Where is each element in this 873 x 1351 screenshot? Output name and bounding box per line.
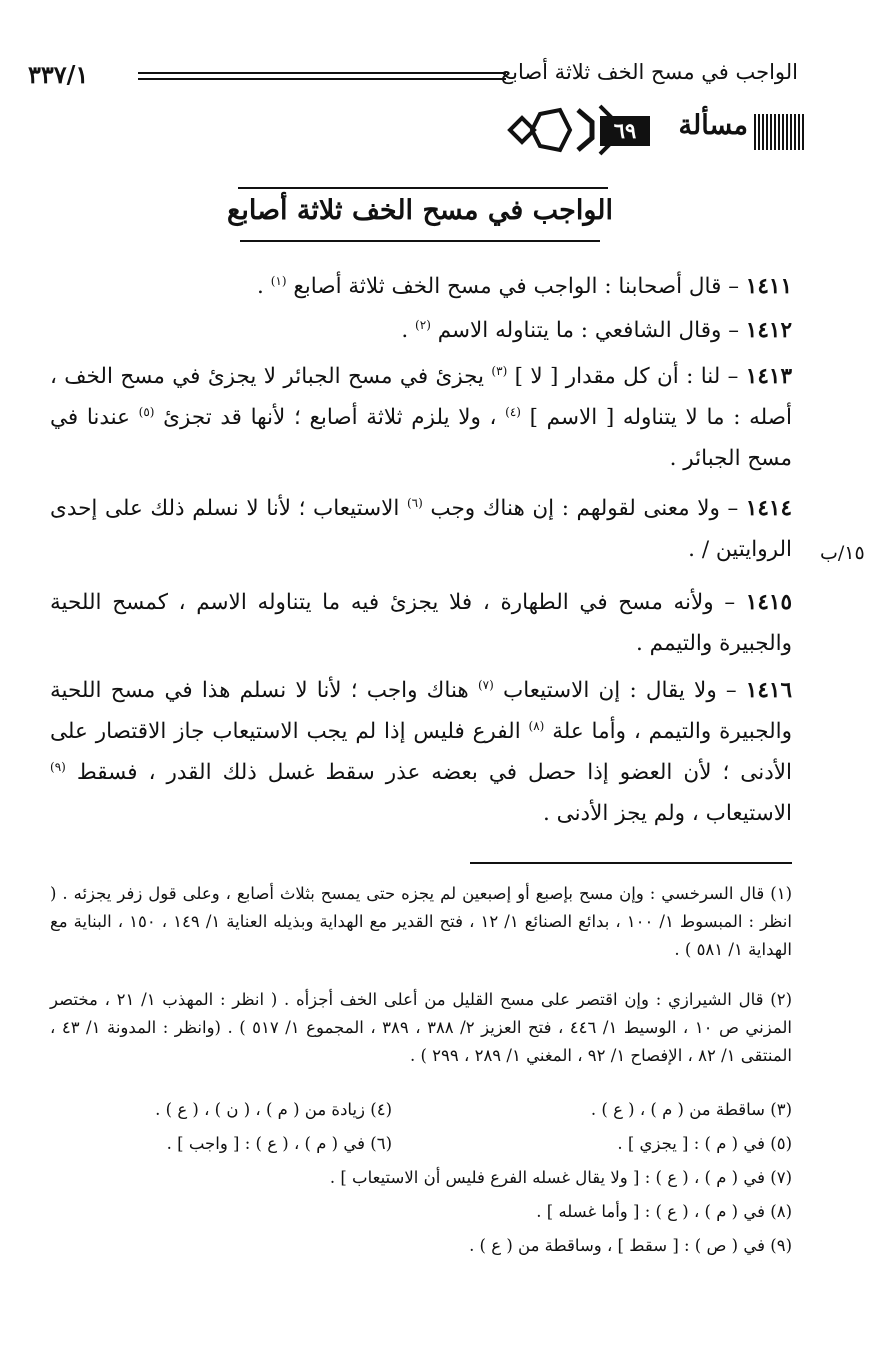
footnote-ref: (٤) [505, 404, 521, 419]
footnote-ref: (٨) [528, 718, 545, 733]
footnote-2: (٢) قال الشيرازي : وإن اقتصر على مسح القليل من أعلى الخف أجزأه . ( انظر : المهذب ١/ ٢١ ، مختصر المزني ص ١٠ ، الوسيط ١/ ٤٤٦ ، فتح العزيز ٢/ ٣٨٨ ، ٣٨٩ ، المجموع ١/ ٥١٧ ) . (وانظر : المدونة ١/ ٤٣ ، المنتقى ١/ ٨٢ ، الإفصاح ١/ ٩٢ ، المغني ١/ ٢٨٩ ، ٢٩٩ ) . [50, 990, 792, 1065]
paragraph-number: ١٤١٥ [745, 590, 792, 615]
footnote-4: (٤) زيادة من ( م ) ، ( ن ) ، ( ع ) . [155, 1100, 392, 1119]
masala-banner [500, 100, 810, 160]
page-number: ٣٣٧/١ [28, 60, 89, 89]
footnote-ref: (٩) [50, 759, 66, 774]
paragraph-1414 [50, 488, 792, 570]
paragraph-number: ١٤١١ [745, 274, 792, 299]
paragraph-text: الاستيعاب ، ولم يجز الأدنى . [542, 801, 792, 826]
paragraph-text: – لنا : أن كل مقدار [ لا ] [507, 364, 746, 389]
running-header [28, 58, 798, 98]
paragraph-text: – قال أصحابنا : الواجب في مسح الخف ثلاثة أصابع [286, 274, 746, 299]
paragraph-1413 [50, 356, 792, 479]
section-title: الواجب في مسح الخف ثلاثة أصابع [226, 195, 614, 226]
paragraph-number: ١٤١٢ [745, 318, 792, 343]
paragraph-1415 [50, 582, 792, 664]
footnote-ref: (٥) [138, 404, 155, 419]
paragraph-1412 [50, 310, 792, 351]
running-title: الواجب في مسح الخف ثلاثة أصابع [500, 60, 798, 84]
paragraph-text: يجزئ في مسح الجبائر لا يجزئ في مسح الخف ، أصله : ما لا يتناوله [ الاسم ] [50, 364, 792, 430]
paragraph-1411 [50, 266, 792, 307]
footnote-row [50, 1232, 792, 1262]
barcode-decoration [754, 114, 806, 150]
paragraph-number: ١٤١٦ [745, 678, 792, 703]
title-underline [240, 240, 600, 242]
paragraph-text: عندنا في مسح الجبائر . [50, 405, 792, 471]
paragraph-text: – ولأنه مسح في الطهارة ، فلا يجزئ فيه ما يتناوله الاسم ، كمسح اللحية والجبيرة والتيمم . [50, 590, 792, 656]
masala-number: ٦٩ [600, 116, 650, 146]
footnote-8: (٨) في ( م ) ، ( ع ) : [ وأما غسله ] . [536, 1202, 792, 1221]
paragraph-text: – ولا يقال : إن الاستيعاب [493, 678, 746, 703]
paragraph-text: – ولا معنى لقولهم : إن هناك وجب [422, 496, 746, 521]
footnote-ref: (١) [270, 273, 287, 288]
footnote-ref: (٧) [477, 677, 494, 692]
footnote-3: (٣) ساقطة من ( م ) ، ( ع ) . [590, 1100, 792, 1119]
header-rule [138, 72, 506, 74]
masala-label: مسألة [678, 110, 748, 141]
footnote-row [50, 1130, 792, 1160]
footnote-ref: (٣) [491, 363, 508, 378]
footnote-5: (٥) في ( م ) : [ يجزي ] . [617, 1134, 792, 1153]
paragraph-text: – وقال الشافعي : ما يتناوله الاسم [430, 318, 746, 343]
footnote-row [50, 1198, 792, 1228]
footnote-ref: (٦) [406, 495, 423, 510]
footnote-6: (٦) في ( م ) ، ( ع ) : [ واجب ] . [166, 1134, 392, 1153]
footnote-rule [470, 862, 792, 864]
footnote-row [50, 1096, 792, 1126]
footnote-9: (٩) في ( ص ) : [ سقط ] ، وساقطة من ( ع ) . [469, 1236, 792, 1255]
paragraph-text: هناك واجب ؛ لأنا لا نسلم هذا في مسح اللحية والجبيرة والتيمم ، وأما علة [50, 678, 792, 744]
paragraph-text: الفرع فليس إذا لم يجب الاستيعاب جاز الاقتصار على الأدنى ؛ لأن العضو إذا حصل في بعضه عذر سقط غسل ذلك القدر ، فسقط [50, 719, 792, 785]
margin-folio-note: ١٥/ب [820, 542, 865, 564]
paragraph-1416 [50, 670, 792, 834]
footnote-1: (١) قال السرخسي : وإن مسح بإصبع أو إصبعين لم يجزه حتى يمسح بثلاث أصابع ، وعلى قول زفر يجزئه . ( انظر : المبسوط ١/ ١٠٠ ، بدائع الصنائع ١/ ١٢ ، فتح القدير مع الهداية وبذيله العناية ١/ ١٤٩ ، ١٥٠ ، البناية مع الهداية ١/ ٥٨١ ) . [50, 884, 792, 959]
title-rule [238, 187, 608, 189]
footnote-ref: (٢) [415, 317, 431, 332]
paragraph-text: . [401, 318, 416, 343]
paragraph-text: الاستيعاب ؛ لأنا لا نسلم ذلك على إحدى الروايتين / . [50, 496, 792, 562]
paragraph-text: ، ولا يلزم ثلاثة أصابع ؛ لأنها قد تجزئ [154, 405, 506, 430]
paragraph-text: . [257, 274, 271, 299]
paragraph-number: ١٤١٤ [745, 496, 792, 521]
footnote-7: (٧) في ( م ) ، ( ع ) : [ ولا يقال غسله الفرع فليس أن الاستيعاب ] . [329, 1168, 792, 1187]
paragraph-number: ١٤١٣ [745, 364, 792, 389]
footnote-row [50, 1164, 792, 1194]
header-rule [138, 78, 506, 80]
